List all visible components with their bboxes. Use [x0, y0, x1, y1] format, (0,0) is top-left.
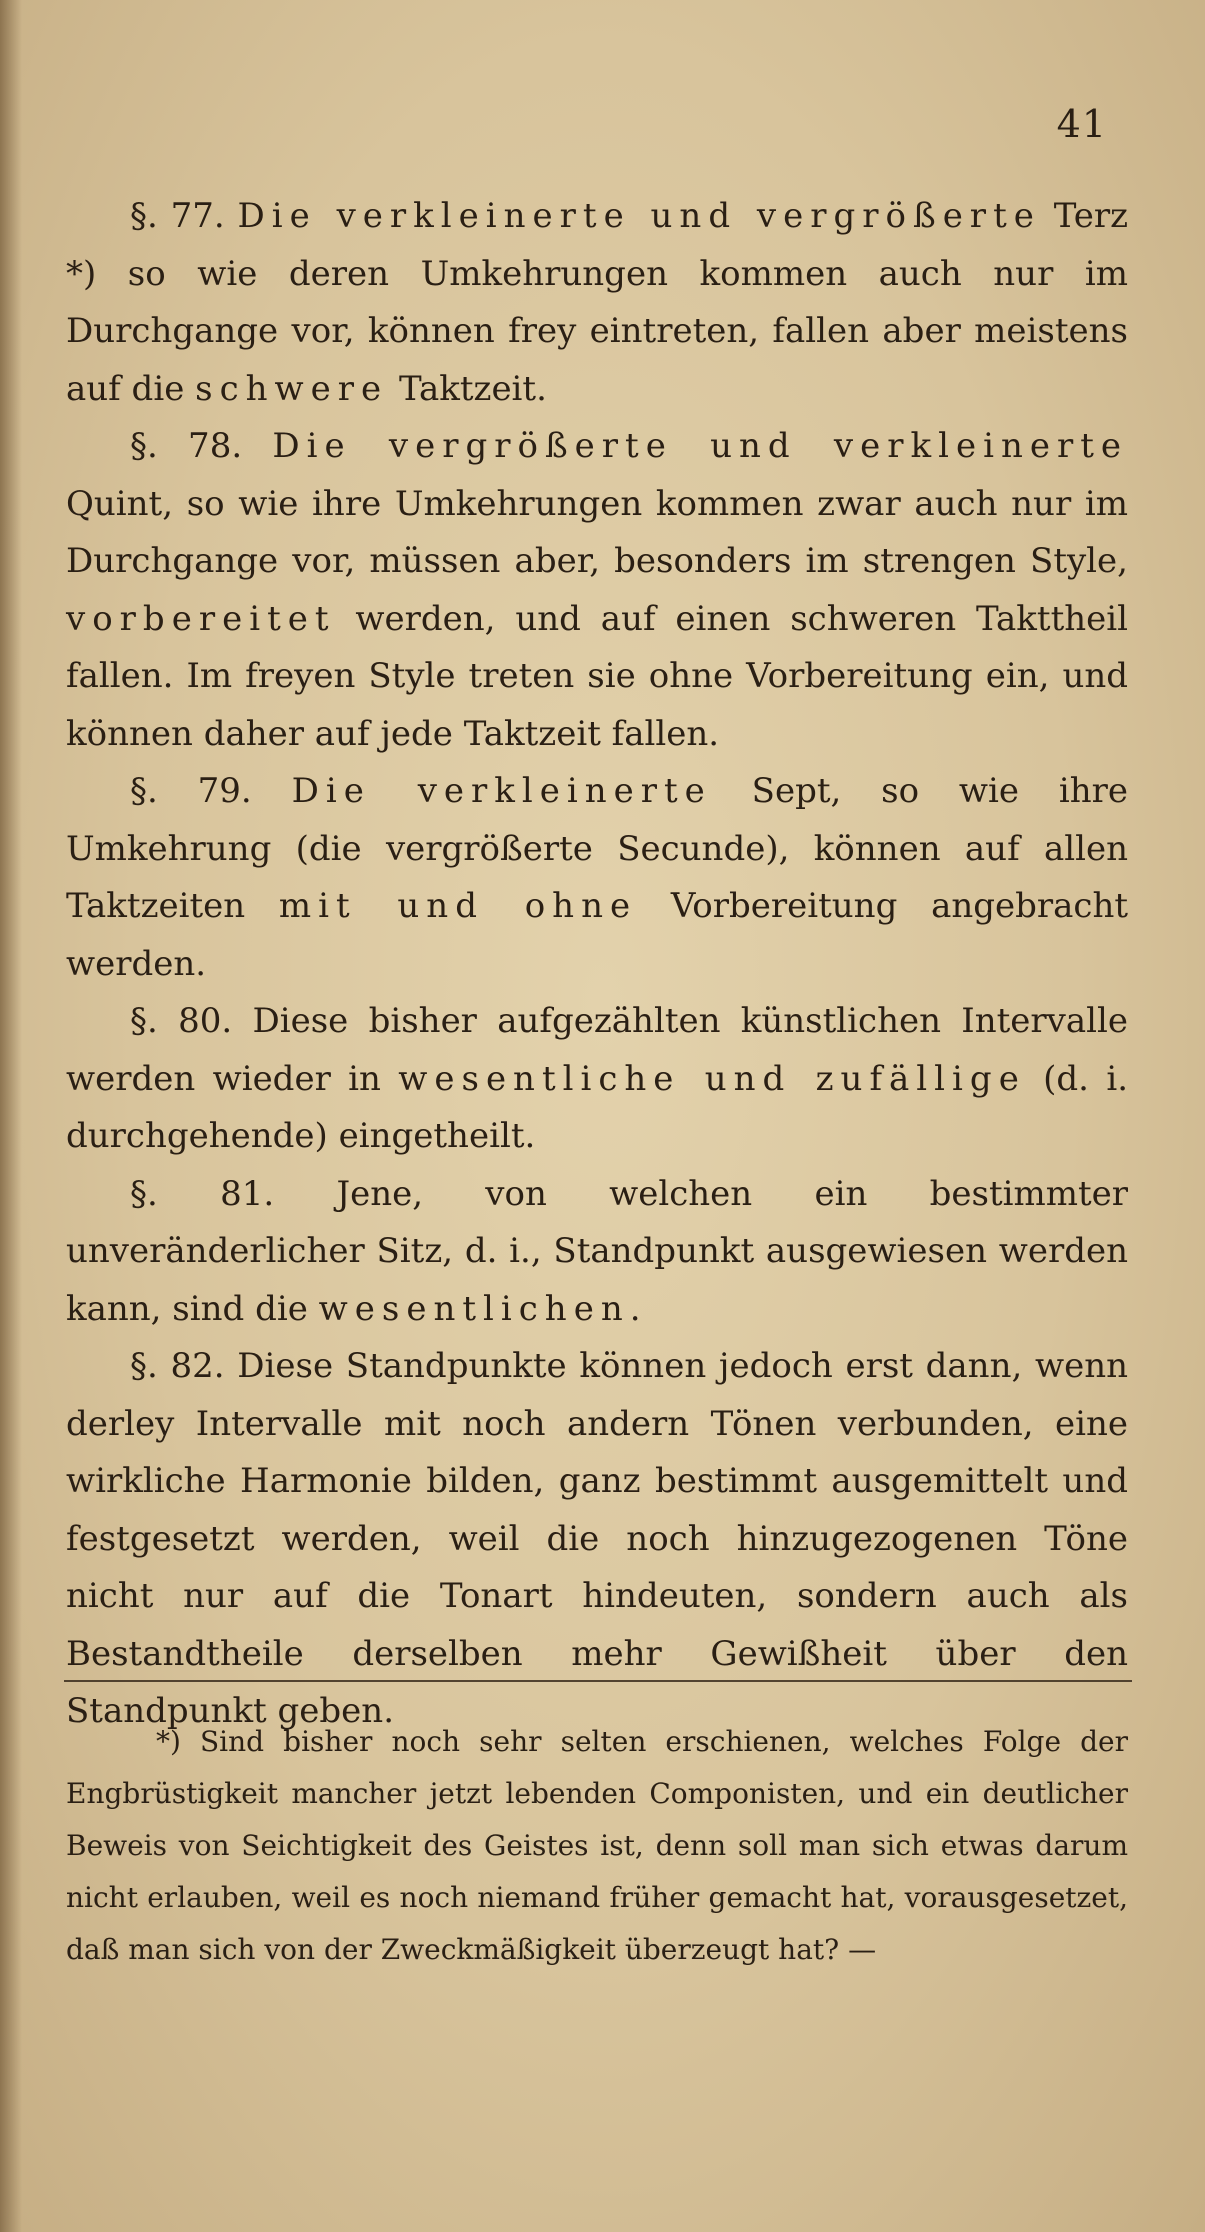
emphasized-text: mit und ohne — [278, 886, 638, 926]
page-number: 41 — [1056, 102, 1107, 146]
paragraph-text: werden, und auf einen schweren Takttheil fallen. Im freyen Style treten sie ohne Vorbereitung ein, und können daher auf jede Taktzeit fallen. — [66, 598, 1128, 754]
paragraph-text: Sept, so wie ihre Umkehrung (die vergrößerte Secunde), können auf allen Taktzeiten — [66, 771, 1129, 926]
section-number: §. 78. — [130, 426, 243, 466]
paragraph-text: Diese Standpunkte können jedoch erst dann, wenn derley Intervalle mit noch andern Tönen verbunden, eine wirkliche Harmonie bilden, ganz bestimmt ausgemittelt und festgesetzt werden, weil die noch hinzugezogenen Töne nicht nur auf die Tonart hindeuten, sondern auch als Bestandtheile derselben mehr Gewißheit über den Standpunkt geben. — [66, 1346, 1128, 1731]
section-number: §. 77. — [130, 196, 225, 236]
emphasized-text: wesentliche und zufällige — [398, 1058, 1026, 1099]
section-number: §. 80. — [130, 1001, 233, 1041]
paragraph-text: Jene, von welchen ein bestimmter unveränderlicher Sitz, d. i., Standpunkt ausgewiesen werden kann, sind die — [66, 1173, 1129, 1329]
emphasized-text: Die vergrößerte und verkleinerte — [272, 426, 1128, 466]
section-number: §. 79. — [130, 771, 252, 811]
main-text — [66, 188, 1128, 1741]
paragraph-78 — [66, 418, 1128, 763]
paragraph-80 — [66, 993, 1128, 1166]
section-number: §. 82. — [130, 1346, 225, 1386]
paragraph-text: Vorbereitung angebracht werden. — [66, 886, 1129, 984]
paragraph-text: Quint, so wie ihre Umkehrungen kommen zwar auch nur im Durchgange vor, müssen aber, besonders im strengen Style, — [66, 483, 1128, 581]
emphasized-text: vorbereitet — [66, 598, 336, 639]
emphasized-text: wesentlichen. — [318, 1288, 648, 1329]
emphasized-text: Die verkleinerte und vergrößerte — [237, 196, 1041, 236]
section-number: §. 81. — [130, 1173, 275, 1214]
paragraph-81 — [66, 1166, 1128, 1339]
paragraph-text: Taktzeit. — [398, 368, 547, 409]
emphasized-text: Die verkleinerte — [291, 771, 712, 811]
page-edge-shadow — [0, 0, 22, 2232]
emphasized-text: schwere — [195, 368, 389, 409]
paragraph-text: Diese bisher aufgezählten künstlichen Intervalle werden wieder in — [66, 1001, 1129, 1099]
footnote-text: *) Sind bisher noch sehr selten erschienen, welches Folge der Engbrüstigkeit mancher jetzt lebenden Componisten, und ein deutlicher Beweis von Seichtigkeit des Geistes ist, denn soll man sich etwas darum nicht erlauben, weil es noch niemand früher gemacht hat, vorausgesetzet, daß man sich von der Zweckmäßigkeit überzeugt hat? — — [66, 1725, 1128, 1966]
paragraph-text: (d. i. durchgehende) eingetheilt. — [66, 1058, 1129, 1156]
footnote-divider — [64, 1680, 1132, 1682]
footnote — [66, 1716, 1128, 1976]
paragraph-79 — [66, 763, 1128, 993]
paragraph-text: Terz *) so wie deren Umkehrungen kommen auch nur im Durchgange vor, können frey eintreten, fallen aber meistens auf die — [66, 196, 1129, 409]
paragraph-77 — [66, 188, 1128, 418]
